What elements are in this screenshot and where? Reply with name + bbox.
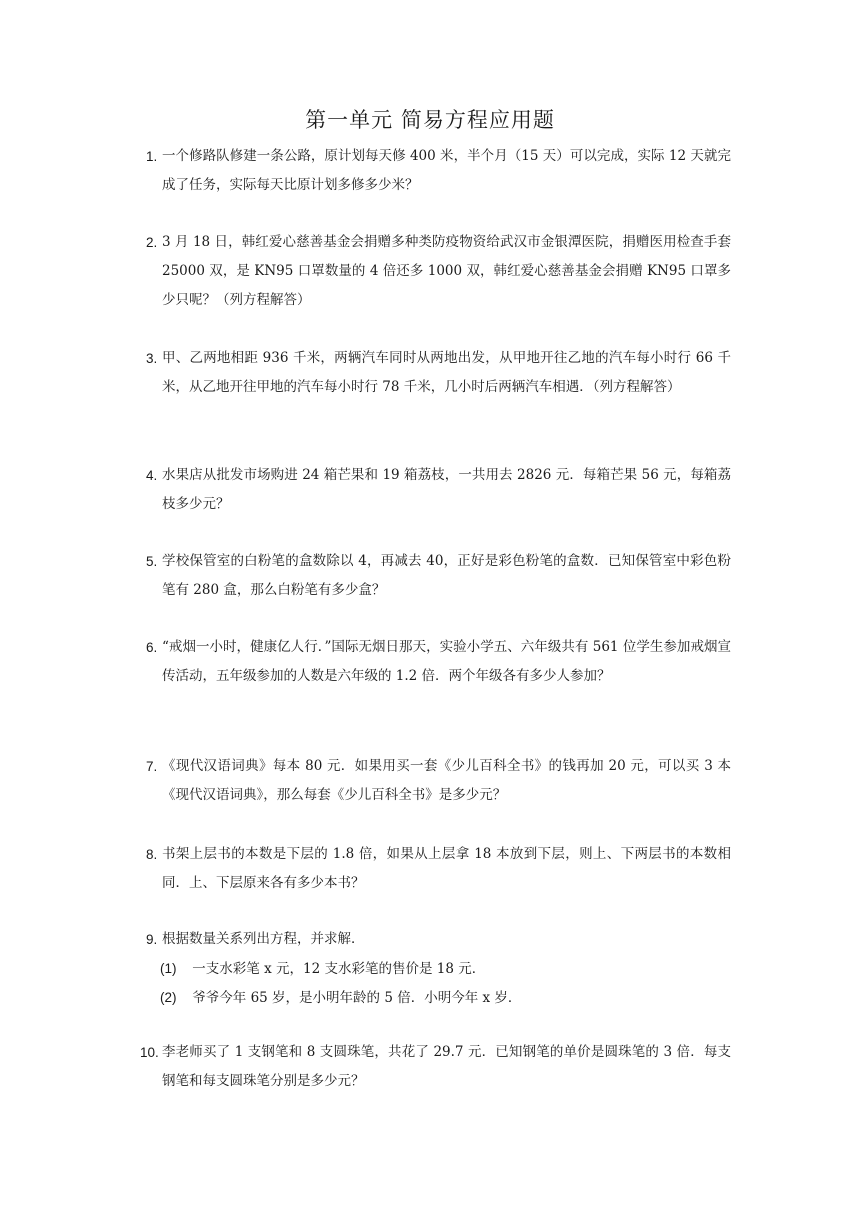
question-9-part-2 [160, 983, 730, 1013]
question-3 [146, 344, 731, 402]
question-10 [140, 1038, 731, 1096]
question-text: 一个修路队修建一条公路，原计划每天修 400 米，半个月（15 天）可以完成，实际 12 天就完成了任务，实际每天比原计划多修多少米？ [162, 148, 731, 193]
question-5 [146, 547, 731, 605]
subquestion-text: 一支水彩笔 x 元，12 支水彩笔的售价是 18 元． [192, 961, 486, 977]
question-4 [146, 461, 731, 519]
question-9 [146, 925, 731, 954]
question-number: 1. [146, 149, 158, 164]
question-8 [146, 840, 731, 898]
question-text: 3 月 18 日，韩红爱心慈善基金会捐赠多种类防疫物资给武汉市金银潭医院，捐赠医用检查手套 25000 双，是 KN95 口罩数量的 4 倍还多 1000 双，韩红爱心慈善基金会捐赠 KN95 口罩多少只呢？（列方程解答） [162, 234, 731, 308]
question-text: 根据数量关系列出方程，并求解． [162, 931, 365, 947]
subquestion-number: (2) [160, 990, 177, 1005]
question-text: 甲、乙两地相距 936 千米，两辆汽车同时从两地出发，从甲地开往乙地的汽车每小时行 66 千米，从乙地开往甲地的汽车每小时行 78 千米，几小时后两辆汽车相遇．（列方程解答） [162, 350, 731, 395]
question-1 [146, 142, 731, 200]
question-text: 李老师买了 1 支钢笔和 8 支圆珠笔，共花了 29.7 元．已知钢笔的单价是圆珠笔的 3 倍．每支钢笔和每支圆珠笔分别是多少元？ [162, 1044, 731, 1089]
question-number: 8. [146, 847, 158, 862]
question-text: 水果店从批发市场购进 24 箱芒果和 19 箱荔枝，一共用去 2826 元．每箱芒果 56 元，每箱荔枝多少元？ [162, 467, 731, 512]
question-number: 5. [146, 554, 158, 569]
question-number: 10. [140, 1045, 159, 1060]
question-number: 2. [146, 235, 158, 250]
page-title: 第一单元 简易方程应用题 [305, 108, 555, 132]
question-2 [146, 228, 731, 315]
question-text: “戒烟一小时，健康亿人行．”国际无烟日那天，实验小学五、六年级共有 561 位学生参加戒烟宣传活动，五年级参加的人数是六年级的 1.2 倍．两个年级各有多少人参加？ [162, 639, 731, 684]
question-6 [146, 633, 731, 691]
question-9-part-1 [160, 954, 730, 984]
subquestion-text: 爷爷今年 65 岁，是小明年龄的 5 倍．小明今年 x 岁． [192, 990, 522, 1006]
question-text: 《现代汉语词典》每本 80 元．如果用买一套《少儿百科全书》的钱再加 20 元，可以买 3 本《现代汉语词典》，那么每套《少儿百科全书》是多少元？ [162, 758, 731, 803]
question-number: 4. [146, 468, 158, 483]
question-text: 书架上层书的本数是下层的 1.8 倍，如果从上层拿 18 本放到下层，则上、下两层书的本数相同．上、下层原来各有多少本书？ [162, 846, 731, 891]
question-number: 3. [146, 351, 158, 366]
question-text: 学校保管室的白粉笔的盒数除以 4，再减去 40，正好是彩色粉笔的盒数．已知保管室中彩色粉笔有 280 盒，那么白粉笔有多少盒？ [162, 553, 731, 598]
question-number: 7. [146, 759, 158, 774]
question-number: 9. [146, 932, 158, 947]
question-number: 6. [146, 640, 158, 655]
subquestion-number: (1) [160, 961, 177, 976]
question-7 [146, 752, 731, 810]
